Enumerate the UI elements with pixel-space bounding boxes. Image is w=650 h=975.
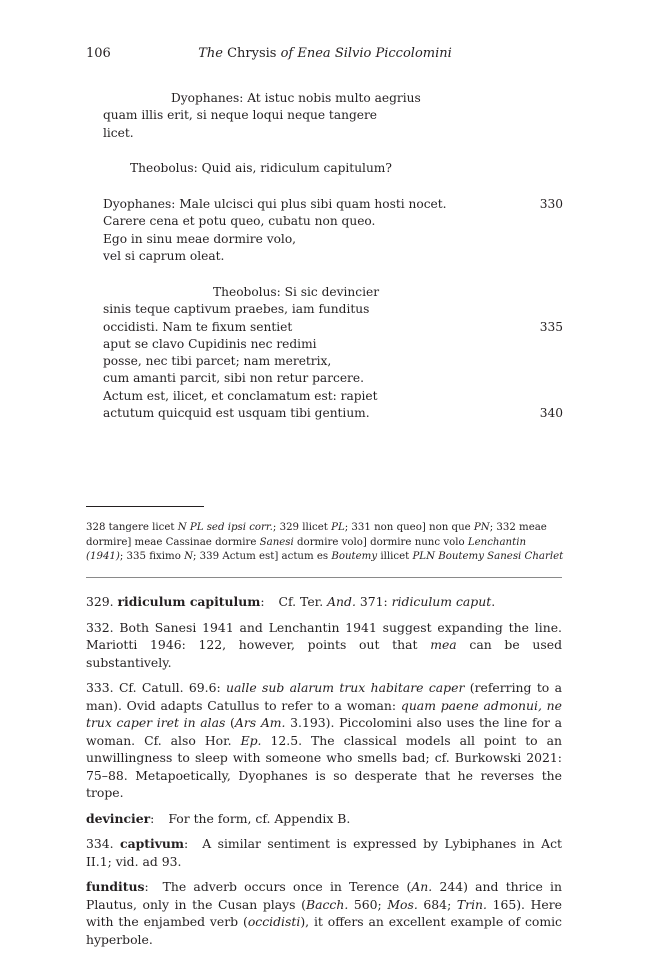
note-text: (referring to a man). Ovid adapts Catullus to refer to a woman: [86, 680, 562, 713]
line-number: 335 [539, 319, 563, 334]
verse-line: Ego in sinu meae dormire volo, [103, 231, 297, 246]
verse-line: Theobolus: Si sic devincier [213, 285, 380, 299]
note-329 [86, 593, 562, 611]
apparatus-italic: Sanesi [259, 536, 294, 548]
note-italic: An. [411, 879, 433, 894]
note-italic: ridiculum caput [391, 594, 492, 609]
note-text: The adverb occurs once in Terence ( [162, 879, 412, 894]
commentary-divider [86, 577, 562, 578]
footnote-rule [86, 506, 204, 507]
note-colon: : [184, 836, 189, 851]
note-italic: ualle sub alarum trux habitare caper [226, 680, 465, 695]
apparatus-text: ; 332 meae dormire] meae Cassinae dormire [86, 522, 547, 548]
running-title [86, 46, 564, 61]
running-title-chrysis: Chrysis [222, 46, 281, 61]
note-text: ), it offers an excellent example of comic hyperbole. [86, 914, 562, 947]
note-text: can be used substantively. [86, 637, 562, 670]
note-italic: mea [430, 637, 457, 652]
note-lemma: ridiculum capitulum [117, 594, 261, 609]
note-text: 244) and thrice in Plautus, only in the Cusan plays ( [86, 879, 562, 912]
note-332 [86, 619, 562, 672]
running-title-rest: of Enea Silvio Piccolomini [280, 46, 452, 61]
apparatus-text: ; 329 llicet [272, 522, 332, 533]
note-italic: Ars Am. [234, 715, 286, 730]
note-text: 560; [348, 896, 388, 912]
commentary [86, 593, 562, 956]
note-colon: : [260, 594, 265, 609]
note-colon: : [150, 810, 155, 826]
running-header [86, 46, 564, 64]
note-text: Cf. Ter. [278, 594, 328, 609]
verse-block-4 [103, 284, 563, 422]
note-italic: occidisti [247, 914, 301, 929]
apparatus-text: dormire volo] dormire nunc volo [293, 536, 468, 548]
verse-line-with-number [103, 319, 563, 336]
verse-line: Dyophanes: At istuc nobis multo aegrius [171, 91, 421, 105]
verse-line: quam illis erit, si neque loqui neque tangere [103, 108, 377, 123]
note-text: 333. Cf. Catull. 69.6: [86, 680, 227, 695]
note-devincier [86, 810, 562, 828]
note-funditus [86, 878, 562, 948]
apparatus-italic: PL [331, 522, 345, 533]
apparatus-text: ; 339 Actum est] actum es [193, 551, 332, 562]
verse-text: actutum quicquid est usquam tibi gentium. [103, 406, 370, 421]
apparatus-italic: PLN Boutemy Sanesi Charlet [412, 551, 564, 562]
apparatus-italic: Boutemy [331, 551, 378, 562]
apparatus-text: 328 tangere licet [86, 522, 178, 533]
verse-line: posse, nec tibi parcet; nam meretrix, [103, 354, 332, 369]
note-colon: : [144, 879, 149, 894]
note-number: 334. [86, 836, 121, 851]
critical-apparatus [86, 521, 566, 565]
note-lemma: devincier [86, 810, 151, 826]
page-number: 106 [86, 46, 111, 61]
verse-block-3 [103, 196, 563, 265]
apparatus-italic: N [184, 551, 193, 562]
verse-block-1 [103, 90, 563, 142]
line-number: 330 [539, 197, 563, 211]
note-text: . [491, 594, 496, 609]
verse-line: vel si caprum oleat. [103, 248, 225, 263]
verse-line: Carere cena et potu queo, cubatu non queo. [103, 214, 376, 229]
apparatus-italic: Lenchantin (1941) [86, 536, 527, 562]
note-text: ( [225, 715, 235, 730]
verse-line-with-number [103, 196, 563, 213]
verse-text: occidisti. Nam te fixum sentiet [103, 319, 293, 334]
note-italic: quam paene admonui, ne trux caper iret in alas [86, 697, 562, 730]
note-text: A similar sentiment is expressed by Lybiphanes in Act II.1; vid. ad 93. [86, 836, 562, 869]
apparatus-italic: PN [473, 522, 490, 533]
note-333 [86, 679, 562, 802]
apparatus-text: illicet [377, 551, 413, 562]
note-italic: Bacch. [305, 896, 349, 912]
note-italic: Trin. [456, 896, 487, 912]
note-lemma: captivum [120, 836, 185, 851]
note-text: 12.5. The classical models all point to an unwillingness to sleep with someone who smells bad; cf. Burkowski 2021: 75–88. Metapoetically, Dyophanes is so desperate that he reverses the trope. [86, 732, 562, 800]
verse-text: Dyophanes: Male ulcisci qui plus sibi quam hosti nocet. [103, 197, 447, 211]
note-number: 329. [86, 594, 118, 609]
note-334 [86, 835, 562, 870]
note-text: 332. Both Sanesi 1941 and Lenchantin 1941 suggest expanding the line. Mariotti 1946: 122, however, points out that [86, 619, 562, 652]
verse-line-with-number [103, 405, 563, 422]
verse-line: Actum est, ilicet, et conclamatum est: rapiet [103, 388, 378, 403]
note-text: 3.193). Piccolomini also uses the line for a woman. Cf. also Hor. [86, 715, 562, 748]
note-italic: And. [327, 594, 356, 609]
note-text: 684; [417, 896, 457, 912]
apparatus-text: ; 331 non queo] non que [344, 522, 474, 533]
verse-line: Theobolus: Quid ais, ridiculum capitulum? [130, 161, 392, 175]
line-number: 340 [539, 406, 563, 421]
note-text: For the form, cf. Appendix B. [168, 810, 351, 826]
apparatus-italic: N PL sed ipsi corr. [177, 522, 273, 533]
verse-line: licet. [103, 125, 134, 140]
note-text: 165). Here with the enjambed verb ( [86, 896, 563, 929]
verse-line: cum amanti parcit, sibi non retur parcere. [103, 371, 364, 386]
note-italic: Mos. [387, 896, 418, 912]
apparatus-text: ; 335 fiximo [119, 551, 185, 562]
note-text: 371: [355, 594, 392, 609]
note-lemma: funditus [86, 879, 145, 894]
verse-line: sinis teque captivum praebes, iam funditus [103, 302, 370, 317]
running-title-the: The [198, 46, 223, 61]
verse-line: aput se clavo Cupidinis nec redimi [103, 336, 317, 351]
note-italic: Ep. [240, 732, 262, 748]
verse-block-2 [103, 160, 563, 177]
